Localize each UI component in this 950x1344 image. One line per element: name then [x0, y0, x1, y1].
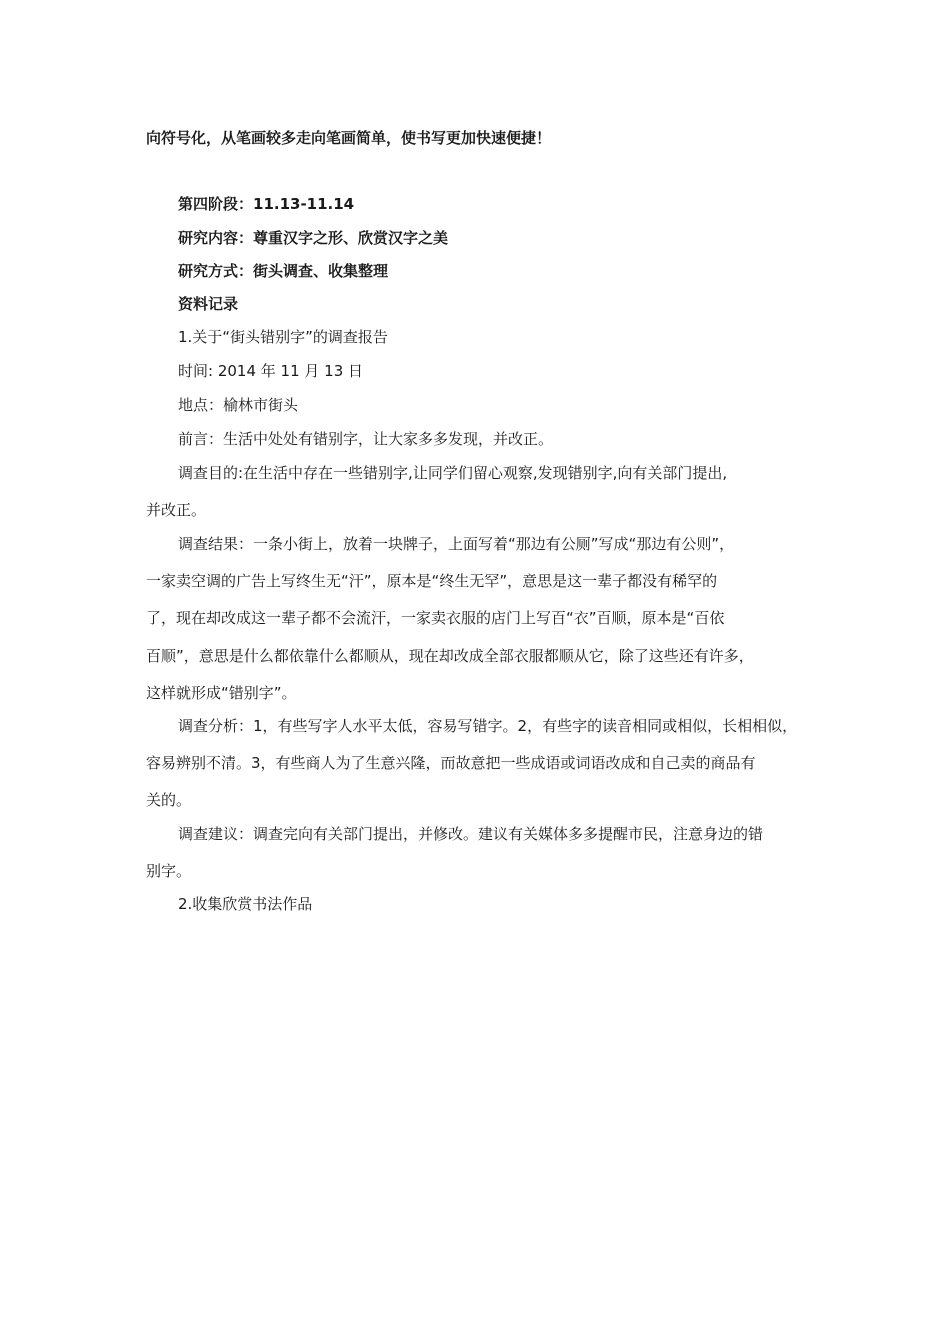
- collection-title: 2.收集欣赏书法作品: [178, 895, 313, 913]
- report-preface: 前言：生活中处处有错别字，让大家多多发现，并改正。: [178, 430, 554, 448]
- research-method: 研究方式：街头调查、收集整理: [178, 262, 389, 280]
- report-place: 地点：榆林市街头: [178, 396, 299, 414]
- intro-line: 向符号化，从笔画较多走向笔画简单，使书写更加快速便捷！: [146, 129, 552, 147]
- research-content: 研究内容：尊重汉字之形、欣赏汉字之美: [178, 229, 449, 247]
- purpose-line: 调查目的:在生活中存在一些错别字,让同学们留心观察,发现错别字,向有关部门提出,: [178, 464, 728, 482]
- result-line: 这样就形成“错别字”。: [146, 684, 297, 702]
- records-heading: 资料记录: [178, 295, 239, 313]
- result-line: 百顺”，意思是什么都依靠什么都顺从，现在却改成全部衣服都顺从它，除了这些还有许多，: [146, 647, 754, 665]
- purpose-line: 并改正。: [146, 501, 207, 519]
- result-line: 调查结果：一条小街上，放着一块牌子，上面写着“那边有公厕”写成“那边有公则”，: [178, 535, 735, 553]
- analysis-line: 调查分析：1，有些写字人水平太低，容易写错字。2，有些字的读音相同或相似，长相相似，: [178, 717, 798, 735]
- result-line: 一家卖空调的广告上写终生无“汗”，原本是“终生无罕”，意思是这一辈子都没有稀罕的: [146, 572, 718, 590]
- report-title: 1.关于“街头错别字”的调查报告: [178, 328, 388, 346]
- suggestion-line: 别字。: [146, 862, 192, 880]
- suggestion-line: 调查建议：调查完向有关部门提出，并修改。建议有关媒体多多提醒市民，注意身边的错: [178, 825, 764, 843]
- analysis-line: 关的。: [146, 791, 192, 809]
- report-time: 时间: 2014 年 11 月 13 日: [178, 362, 364, 380]
- result-line: 了，现在却改成这一辈子都不会流汗，一家卖衣服的店门上写百“衣”百顺，原本是“百依: [146, 609, 725, 627]
- stage-heading: 第四阶段：11.13-11.14: [178, 195, 355, 213]
- analysis-line: 容易辨别不清。3，有些商人为了生意兴隆，而故意把一些成语或词语改成和自己卖的商品有: [146, 754, 756, 772]
